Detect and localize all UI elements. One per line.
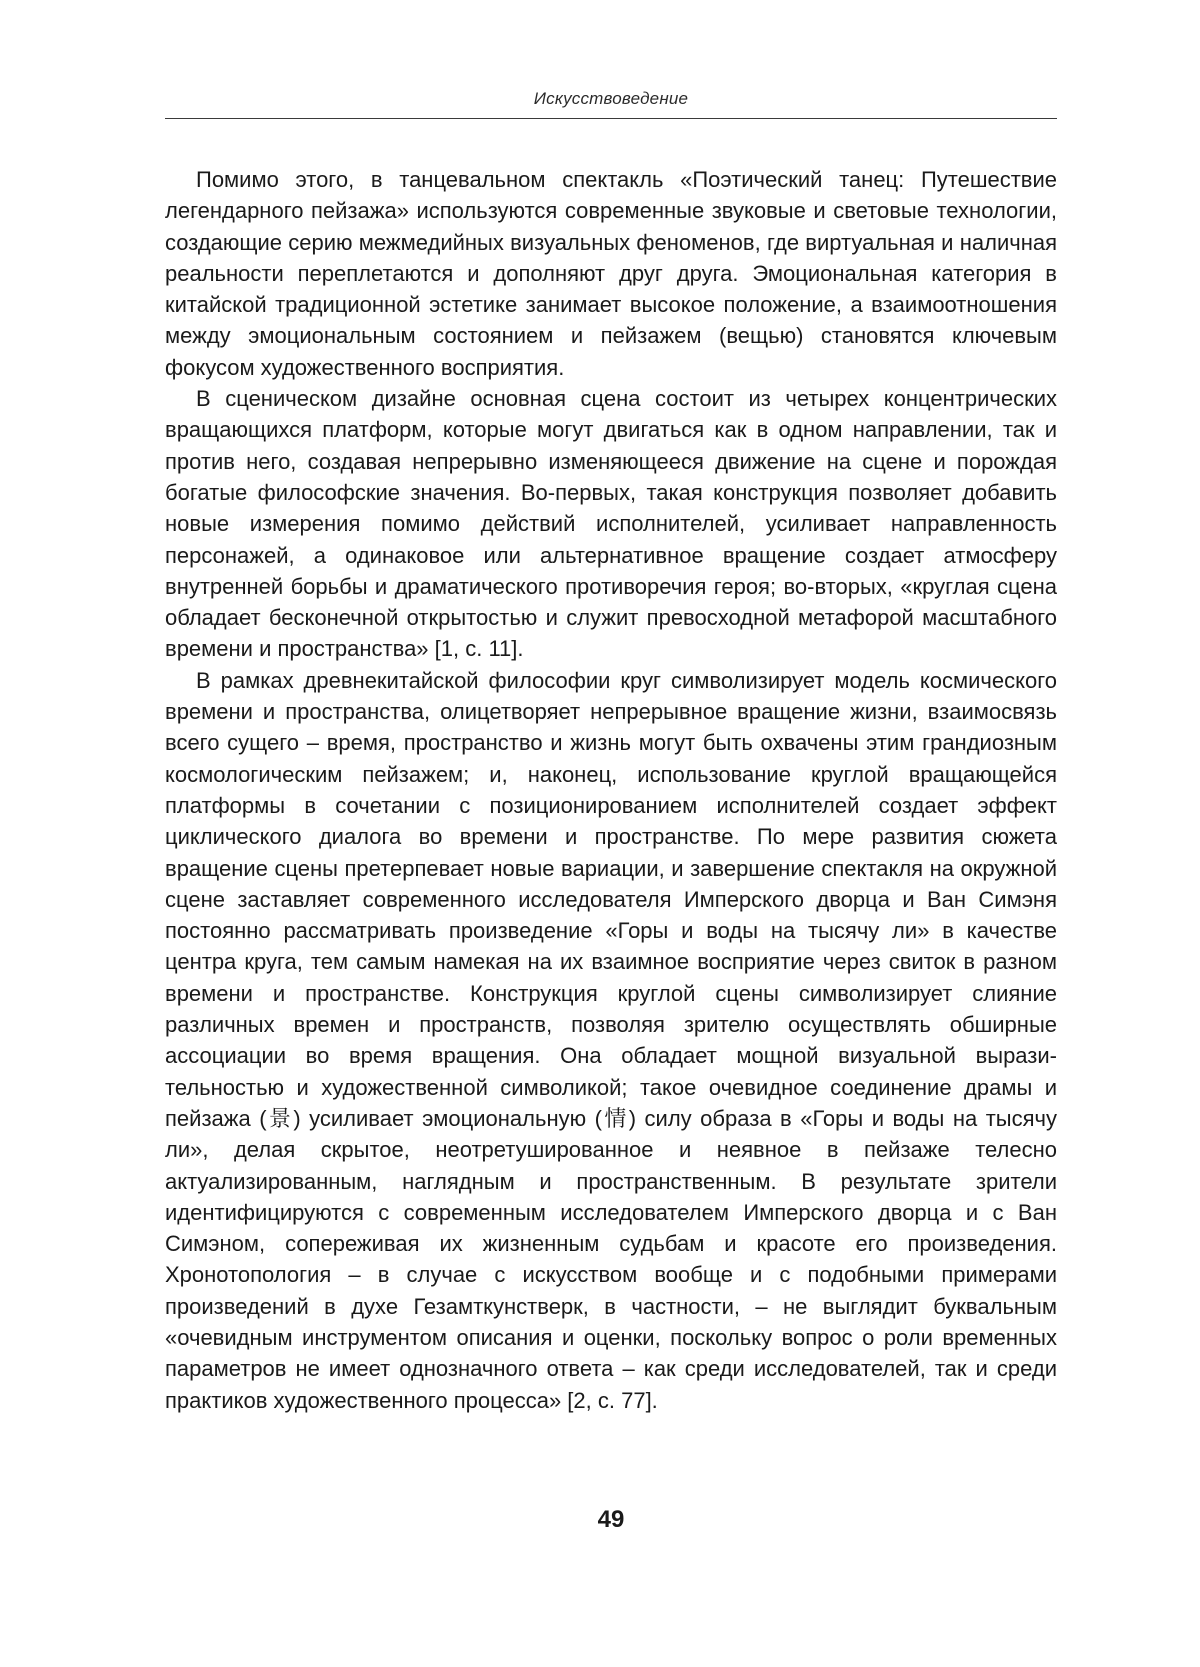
header-divider [165,118,1057,119]
body-text [165,164,1057,1416]
paragraph: В сценическом дизайне основная сцена состоит из четырех концентрических вращающихся платформ, которые могут двигаться как в одном направлении, так и против него, создавая непрерывно изменяющееся движение на сцене и порождая богатые философские значения. Во-первых, такая конструкция позволяет добавить новые измерения помимо действий исполнителей, усиливает направленность персонажей, а одинаковое или альтернативное вращение создает атмосферу внутренней борьбы и драматического противоречия героя; во-вторых, «круглая сцена обладает бесконечной открытостью и служит превосходной метафорой масштабного времени и пространства» [1, с. 11]. [165,386,1057,662]
paragraph: Помимо этого, в танцевальном спектакль «Поэтический танец: Путешествие легендарного пейзажа» используются современные звуковые и световые технологии, создающие серию межмедийных визуальных феноменов, где виртуальная и наличная реальности переплетаются и дополняют друг друга. Эмоциональная категория в китайской традиционной эстетике занимает высокое положение, а взаимоотношения между эмоциональным состоянием и пейзажем (вещью) становятся ключевым фокусом художественного восприятия. [165,167,1057,380]
page-number: 49 [597,1506,625,1533]
paragraph: В рамках древнекитайской философии круг символизирует модель космического времени и пространства, олицетворяет непрерывное вращение жизни, взаимосвязь всего сущего – время, пространство и жизнь могут быть охвачены этим грандиозным космологическим пейзажем; и, наконец, использование круглой вращающейся платформы в сочетании с позиционированием исполнителей создает эффект циклического диалога во времени и пространстве. По мере развития сюжета вращение сцены претерпевает новые вариации, и завершение спектакля на окружной сцене заставляет современного исследователя Имперского дворца и Ван Симэня постоянно рассматривать произведение «Горы и воды на тысячу ли» в качестве центра круга, тем самым намекая на их взаимное восприятие через свиток в разном времени и пространстве. Конструкция круглой сцены символизирует слияние различных времен и пространств, позволяя зрителю осуществлять обширные ассоциации во время вращения. Она обладает мощной визуальной выразительностью и художественной символикой; такое очевидное соединение драмы и пейзажа (景) усиливает эмоциональную (情) силу образа в «Горы и воды на тысячу ли», делая скрытое, неотретушированное и неявное в пейзаже телесно актуализированным, наглядным и пространственным. В результате зрители идентифицируются с современным исследователем Имперского дворца и с Ван Симэном, сопереживая их жизненным судьбам и красоте его произведения. Хронотопология – в случае с искусством вообще и с подобными примерами произведений в духе Гезамткунстверк, в частности, – не выглядит буквальным «очевидным инструментом описания и оценки, поскольку вопрос о роли временных параметров не имеет однозначного ответа – как среди исследователей, так и среди практиков художественного процесса» [2, с. 77]. [165,667,1057,1413]
running-header: Искусствоведение [533,89,689,108]
